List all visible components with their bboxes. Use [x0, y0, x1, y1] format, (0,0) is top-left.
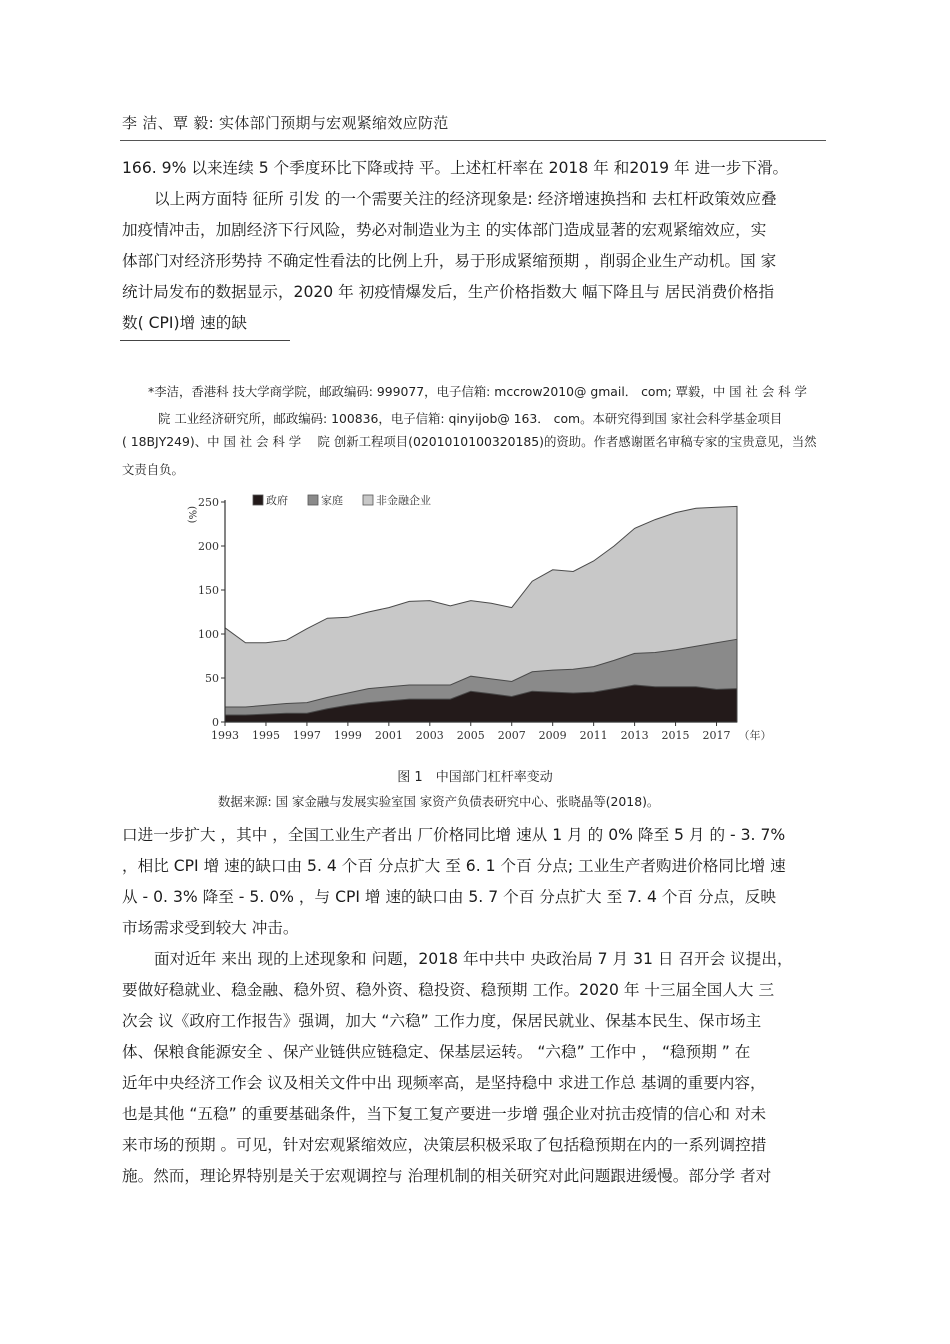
x-axis-label: （年） — [738, 729, 772, 742]
text-line: 数( CPI)增 速的缺 — [122, 314, 247, 332]
text-line: 166. 9% 以来连续 5 个季度环比下降或持 平。上述杠杆率在 2018 年 和2019 年 进一步下滑。 — [122, 159, 789, 177]
text-line: 要做好稳就业、稳金融、稳外贸、稳外资、稳投资、稳预期 工作。2020 年 十三届全国人大 三 — [122, 981, 775, 999]
text-line: ，相比 CPI 增 速的缺口由 5. 4 个百 分点扩大 至 6. 1 个百 分点; 工业生产者购进价格同比增 速 — [122, 857, 786, 875]
legend-swatch — [253, 495, 263, 505]
text-line: 次会 议《政府工作报告》强调，加大 “六稳” 工作力度，保居民就业、保基本民生、保市场主 — [122, 1012, 762, 1030]
x-tick-label: 1999 — [333, 729, 362, 742]
text-line: 体、保粮食能源安全 、保产业链供应链稳定、保基层运转。 “六稳” 工作中 ， “稳预期 ” 在 — [122, 1043, 751, 1061]
text-line: 面对近年 来出 现的上述现象和 问题，2018 年中共中 央政治局 7 月 31 日 召开会 议提出， — [154, 950, 793, 968]
x-tick-label: 2015 — [661, 729, 690, 742]
running-head: 李 洁、覃 毅: 实体部门预期与宏观紧缩效应防范 — [122, 114, 449, 132]
text-line: 市场需求受到较大 冲击。 — [122, 919, 299, 937]
x-tick-label: 1997 — [292, 729, 321, 742]
header-rule — [120, 140, 826, 141]
paragraph-1 — [122, 153, 834, 339]
text-line: 也是其他 “五稳” 的重要基础条件，当下复工复产要进一步增 强企业对抗击疫情的信心和 对未 — [122, 1105, 767, 1123]
y-tick-label: 250 — [198, 496, 219, 509]
y-tick-label: 150 — [198, 584, 219, 597]
y-tick-label: 100 — [198, 628, 219, 641]
footnote-line-3: ( 18BJY249)、中 国 社 会 科 学 院 创新工程项目(0201010100320185)的资助。作者感谢匿名审稿专家的宝贵意见，当然 — [122, 434, 817, 449]
x-tick-label: 1995 — [251, 729, 280, 742]
footnote-rule — [120, 340, 290, 341]
text-line: 体部门对经济形势持 不确定性看法的比例上升，易于形成紧缩预期 ，削弱企业生产动机。国 家 — [122, 252, 777, 270]
legend-label: 非金融企业 — [376, 494, 431, 507]
y-axis-label: (%) — [186, 506, 197, 524]
text-line: 统计局发布的数据显示，2020 年 初疫情爆发后，生产价格指数大 幅下降且与 居民消费价格指 — [122, 283, 775, 301]
text-line: 加疫情冲击，加剧经济下行风险，势必对制造业为主 的实体部门造成显著的宏观紧缩效应，实 — [122, 221, 767, 239]
y-tick-label: 50 — [205, 672, 219, 685]
paragraph-3 — [122, 944, 834, 1192]
x-tick-label: 1993 — [211, 729, 239, 742]
x-tick-label: 2007 — [497, 729, 526, 742]
text-line: 以上两方面特 征所 引发 的一个需要关注的经济现象是: 经济增速换挡和 去杠杆政策效应叠 — [154, 190, 777, 208]
legend-swatch — [363, 495, 373, 505]
x-tick-label: 2009 — [538, 729, 567, 742]
text-line: 近年中央经济工作会 议及相关文件中出 现频率高，是坚持稳中 求进工作总 基调的重要内容， — [122, 1074, 766, 1092]
legend-label: 政府 — [266, 494, 288, 507]
x-tick-label: 2013 — [620, 729, 649, 742]
legend-swatch — [308, 495, 318, 505]
figure-caption: 图 1 中国部门杠杆率变动 — [397, 770, 553, 785]
figure-source: 数据来源: 国 家金融与发展实验室国 家资产负债表研究中心、张晓晶等(2018)。 — [218, 794, 660, 809]
y-tick-label: 0 — [212, 716, 219, 729]
legend-label: 家庭 — [321, 494, 343, 507]
x-tick-label: 2011 — [579, 729, 608, 742]
text-line: 施。然而，理论界特别是关于宏观调控与 治理机制的相关研究对此问题跟进缓慢。部分学 者对 — [122, 1167, 772, 1185]
footnote-line-1: *李洁，香港科 技大学商学院，邮政编码: 999077，电子信箱: mccrow2010@ gmail． com; 覃毅，中 国 社 会 科 学 — [148, 384, 807, 399]
footnote-line-4: 文责自负。 — [122, 461, 184, 477]
footnote-line-2: 院 工业经济研究所，邮政编码: 100836，电子信箱: qinyijob@ 163． com。本研究得到国 家社会科学基金项目 — [158, 411, 783, 426]
leverage-chart — [175, 488, 775, 750]
text-line: 从 - 0. 3% 降至 - 5. 0% ，与 CPI 增 速的缺口由 5. 7 个百 分点扩大 至 7. 4 个百 分点，反映 — [122, 888, 776, 906]
x-tick-label: 2005 — [456, 729, 485, 742]
footnote-block — [122, 428, 834, 483]
y-tick-label: 200 — [198, 540, 219, 553]
paragraph-2 — [122, 820, 834, 944]
x-tick-label: 2003 — [415, 729, 444, 742]
x-tick-label: 2001 — [374, 729, 403, 742]
text-line: 口进一步扩大 ，其中 ，全国工业生产者出 厂价格同比增 速从 1 月 的 0% 降至 5 月 的 - 3. 7% — [122, 826, 786, 844]
x-tick-label: 2017 — [702, 729, 731, 742]
text-line: 来市场的预期 。可见，针对宏观紧缩效应，决策层积极采取了包括稳预期在内的一系列调控措 — [122, 1136, 767, 1154]
